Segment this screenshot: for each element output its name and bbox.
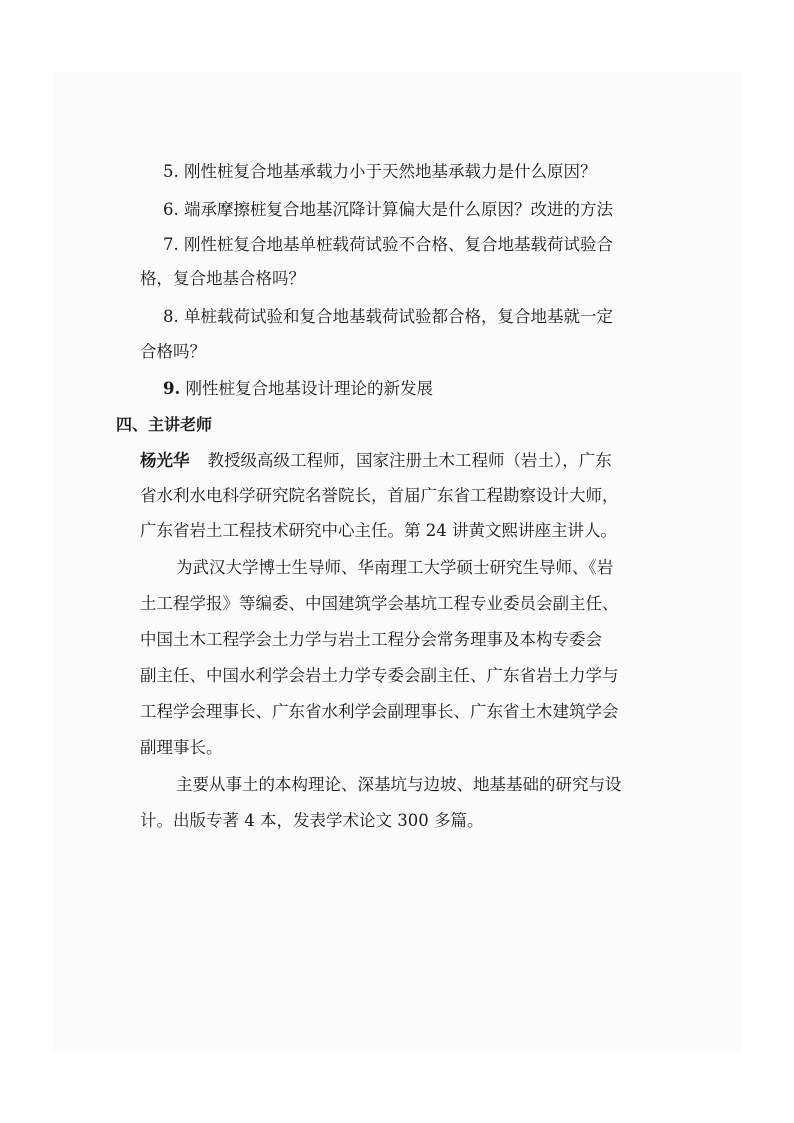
roles-line-1: 为武汉大学博士生导师、华南理工大学硕士研究生导师、《岩: [176, 558, 614, 577]
roles-line-4: 副主任、中国水利学会岩土力学专委会副主任、广东省岩土力学与: [140, 666, 619, 685]
lecturer-bio-line-2: 省水利水电科学研究院名誉院长，首届广东省工程勘察设计大师，: [140, 486, 619, 505]
lecturer-name: 杨光华: [140, 451, 190, 470]
question-item-5: [163, 160, 597, 184]
question-number: 5.: [163, 162, 179, 181]
roles-line-6: 副理事长。: [140, 738, 223, 757]
lecturer-bio-line-1: [140, 449, 612, 473]
roles-line-5: 工程学会理事长、广东省水利学会副理事长、广东省土木建筑学会: [140, 702, 619, 721]
question-item-9: [163, 377, 433, 401]
bio-text: 教授级高级工程师，国家注册土木工程师（岩土），广东: [207, 451, 612, 470]
question-item-6: [163, 198, 613, 222]
question-item-7-continuation: 格，复合地基合格吗？: [140, 269, 305, 288]
question-number: 8.: [163, 307, 179, 326]
question-item-7: [163, 233, 613, 257]
roles-line-2: 土工程学报》等编委、中国建筑学会基坑工程专业委员会副主任、: [140, 594, 619, 613]
question-item-8-continuation: 合格吗？: [140, 342, 206, 361]
question-number: 6.: [163, 200, 179, 219]
section-heading: 四、主讲老师: [116, 415, 213, 434]
roles-line-3: 中国土木工程学会土力学与岩土工程分会常务理事及本构专委会: [140, 630, 602, 649]
question-number: 9.: [163, 379, 181, 398]
question-number: 7.: [163, 235, 179, 254]
question-text: 刚性桩复合地基承载力小于天然地基承载力是什么原因？: [184, 162, 597, 181]
question-text: 端承摩擦桩复合地基沉降计算偏大是什么原因？改进的方法: [184, 200, 613, 219]
question-text: 刚性桩复合地基设计理论的新发展: [185, 379, 433, 398]
research-line-1: 主要从事土的本构理论、深基坑与边坡、地基基础的研究与设: [176, 775, 622, 794]
question-item-8: [163, 305, 613, 329]
question-text: 刚性桩复合地基单桩载荷试验不合格、复合地基载荷试验合: [184, 235, 613, 254]
question-text: 单桩载荷试验和复合地基载荷试验都合格，复合地基就一定: [184, 307, 613, 326]
research-line-2: 计。出版专著 4 本，发表学术论文 300 多篇。: [140, 811, 484, 830]
lecturer-bio-line-3: 广东省岩土工程技术研究中心主任。第 24 讲黄文熙讲座主讲人。: [140, 521, 617, 540]
